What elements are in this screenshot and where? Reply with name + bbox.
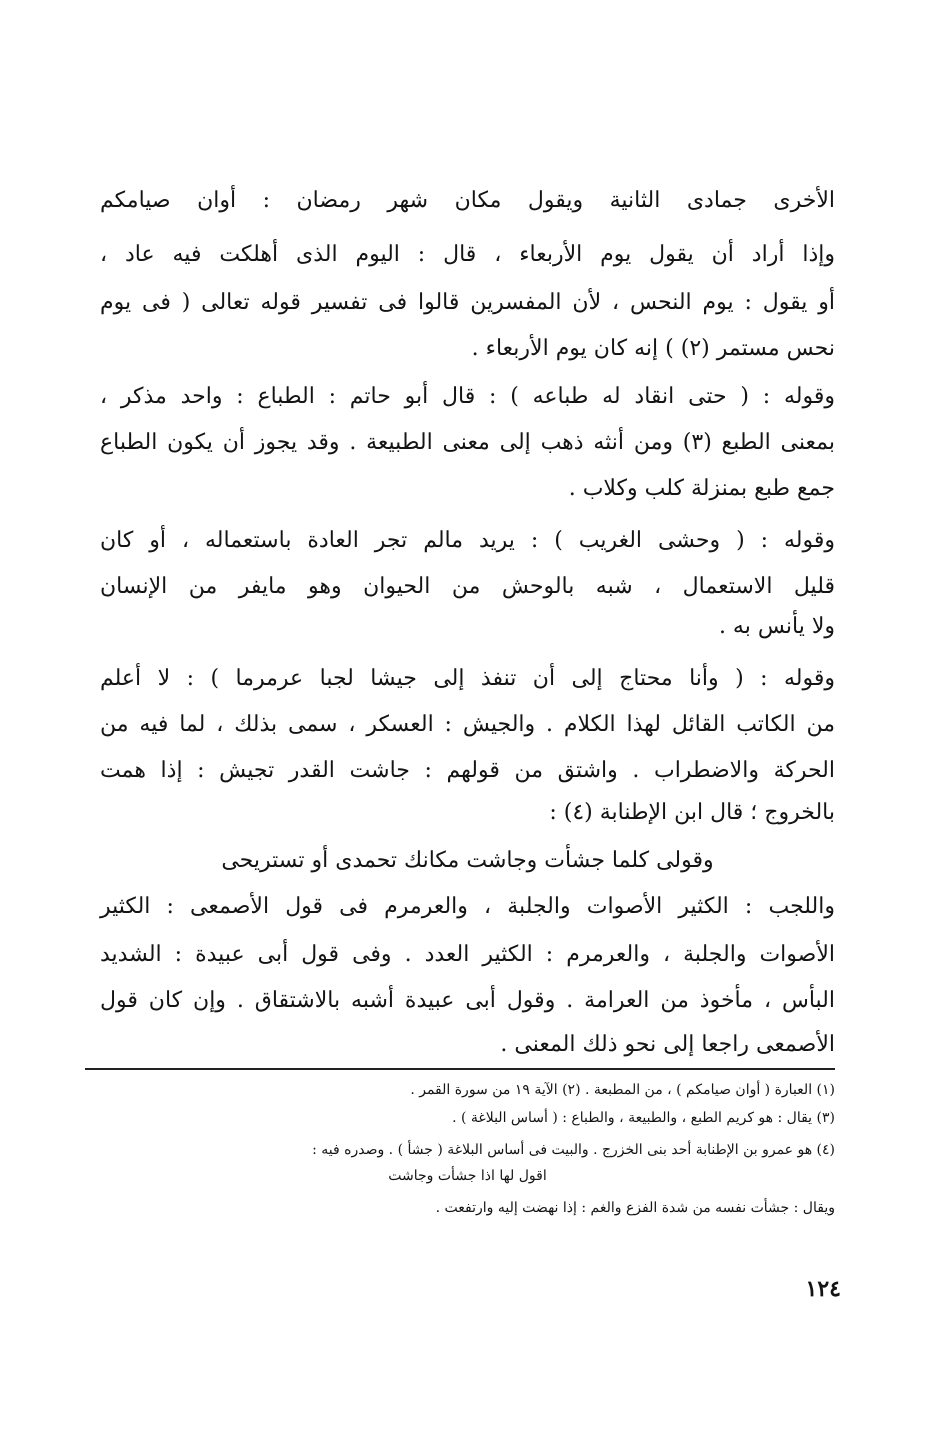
footnote-verse: اقول لها اذا جشأت وجاشت	[388, 1168, 547, 1184]
text-line: البأس ، مأخوذ من العرامة . وقول أبى عبيدة أشبه بالاشتقاق . وإن كان قول	[100, 988, 835, 1013]
text-line: وإذا أراد أن يقول يوم الأربعاء ، قال : اليوم الذى أهلكت فيه عاد ،	[100, 242, 835, 267]
text-line: الأصوات والجلبة ، والعرمرم : الكثير العدد . وفى قول أبى عبيدة : الشديد	[100, 942, 835, 967]
footnote: ويقال : جشأت نفسه من شدة الفزع والغم : إذا نهضت إليه وارتفعت .	[435, 1200, 835, 1216]
text-line: بمعنى الطبع (٣) ومن أنثه ذهب إلى معنى الطبيعة . وقد يجوز أن يكون الطباع	[100, 430, 835, 455]
text-line: واللجب : الكثير الأصوات والجلبة ، والعرمرم فى قول الأصمعى : الكثير	[100, 894, 835, 919]
text-line: وقوله : ( حتى انقاد له طباعه ) : قال أبو حاتم : الطباع : واحد مذكر ،	[100, 384, 835, 409]
text-line: وقوله : ( وحشى الغريب ) : يريد مالم تجر العادة باستعماله ، أو كان	[100, 528, 835, 553]
footnote: (٣) يقال : هو كريم الطبع ، والطبيعة ، والطباع : ( أساس البلاغة ) .	[452, 1110, 835, 1126]
text-line: بالخروج ؛ قال ابن الإطنابة (٤) :	[549, 800, 835, 825]
page-number: ١٢٤	[805, 1276, 841, 1302]
footnote-divider	[85, 1068, 835, 1070]
text-line: جمع طبع بمنزلة كلب وكلاب .	[568, 476, 835, 501]
text-line: وقوله : ( وأنا محتاج إلى أن تنفذ إلى جيشا لجبا عرمرما ) : لا أعلم	[100, 666, 835, 691]
text-line: ولا يأنس به .	[718, 614, 835, 639]
text-line: الأخرى جمادى الثانية ويقول مكان شهر رمضان : أوان صيامكم	[100, 188, 835, 213]
footnote: (١) العبارة ( أوان صيامكم ) ، من المطبعة . (٢) الآية ١٩ من سورة القمر .	[410, 1082, 835, 1098]
text-line: الحركة والاضطراب . واشتق من قولهم : جاشت القدر تجيش : إذا همت	[100, 758, 835, 783]
text-line: أو يقول : يوم النحس ، لأن المفسرين قالوا فى تفسير قوله تعالى ( فى يوم	[100, 290, 835, 315]
text-line: نحس مستمر (٢) ) إنه كان يوم الأربعاء .	[471, 336, 835, 361]
text-line: الأصمعى راجعا إلى نحو ذلك المعنى .	[500, 1032, 835, 1057]
text-line: من الكاتب القائل لهذا الكلام . والجيش : العسكر ، سمى بذلك ، لما فيه من	[100, 712, 835, 737]
text-line: قليل الاستعمال ، شبه بالوحش من الحيوان وهو مايفر من الإنسان	[100, 574, 835, 599]
poetry-verse: وقولى كلما جشأت وجاشت مكانك تحمدى أو تستريحى	[221, 848, 714, 873]
footnote: (٤) هو عمرو بن الإطنابة أحد بنى الخزرج . والبيت فى أساس البلاغة ( جشأ ) . وصدره فيه :	[312, 1142, 835, 1158]
